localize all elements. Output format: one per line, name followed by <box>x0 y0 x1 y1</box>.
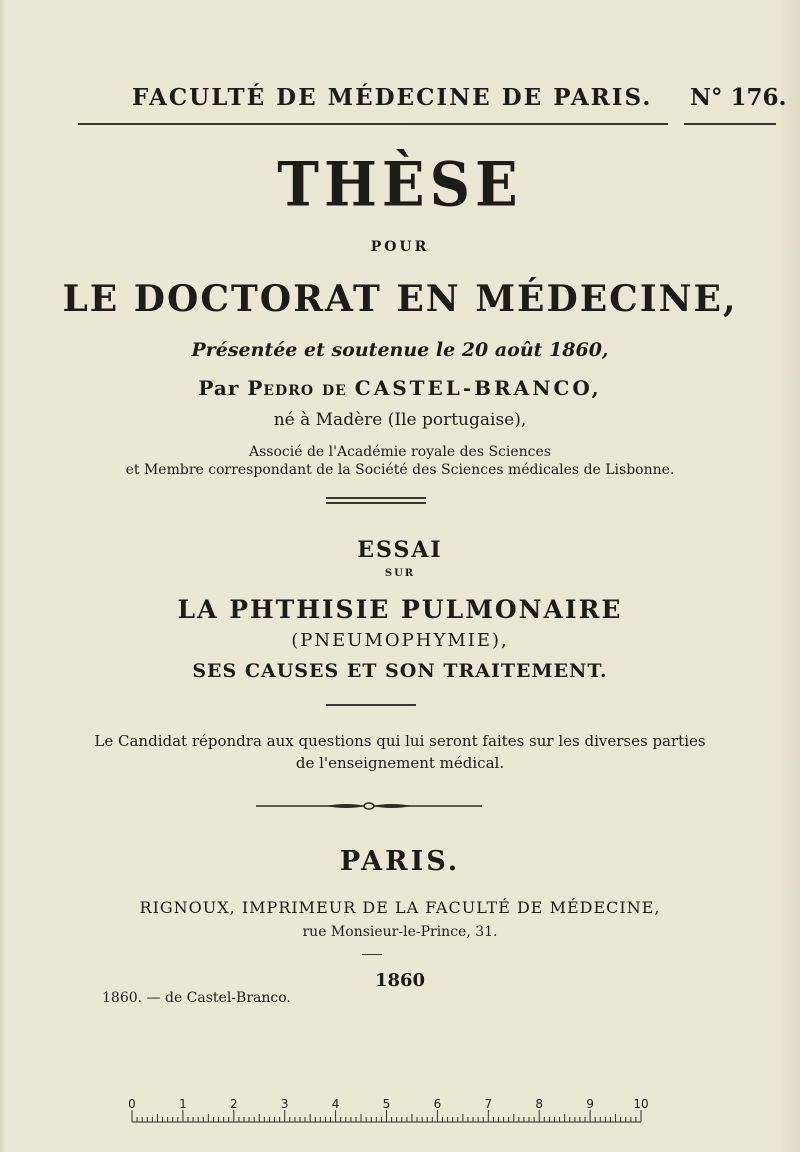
ruler-label: 3 <box>280 1097 289 1111</box>
essai-heading: ESSAI <box>357 537 443 563</box>
footer-signature: 1860. — de Castel-Branco. <box>102 990 291 1006</box>
printer-address: rue Monsieur-le-Prince, 31. <box>302 924 498 940</box>
double-rule <box>326 497 426 504</box>
publication-year: 1860 <box>374 970 426 991</box>
pour-label: POUR <box>370 239 430 255</box>
subject-alternate: (PNEUMOPHYMIE), <box>291 630 509 651</box>
author-birthplace: né à Madère (Ile portugaise), <box>273 410 527 430</box>
thesis-number: N° 176. <box>690 84 787 111</box>
scale-ruler <box>120 1094 660 1134</box>
author-last-name: CASTEL-BRANCO, <box>354 376 602 400</box>
small-rule <box>362 954 382 955</box>
author-first-name: Pedro de <box>247 376 347 400</box>
header-rule-short <box>684 123 776 125</box>
ruler-label: 6 <box>433 1097 442 1111</box>
ruler-label: 9 <box>586 1097 594 1111</box>
candidate-note-line-2: de l'enseignement médical. <box>295 754 505 772</box>
ornamental-divider <box>256 800 482 812</box>
ruler-label: 2 <box>229 1097 238 1111</box>
sur-label: SUR <box>384 568 416 579</box>
ruler-label: 10 <box>633 1097 649 1111</box>
doctorate-title: LE DOCTORAT EN MÉDECINE, <box>62 278 738 320</box>
candidate-note-line-1: Le Candidat répondra aux questions qui lui seront faites sur les diverses parties <box>94 732 706 750</box>
ruler-label: 1 <box>179 1097 187 1111</box>
ruler-label: 7 <box>484 1097 493 1111</box>
presentation-date: Présentée et soutenue le 20 août 1860, <box>191 339 609 361</box>
ruler-label: 8 <box>535 1097 544 1111</box>
thesis-title: THÈSE <box>277 149 523 221</box>
faculty-header: FACULTÉ DE MÉDECINE DE PARIS. <box>132 84 653 111</box>
author-line <box>0 376 800 400</box>
ruler-label: 0 <box>128 1097 136 1111</box>
par-prefix: Par <box>198 376 240 400</box>
header-rule <box>78 123 668 125</box>
subject-causes: SES CAUSES ET SON TRAITEMENT. <box>192 660 608 682</box>
affiliation-line-1: Associé de l'Académie royale des Sciences <box>248 444 551 460</box>
printer-name: RIGNOUX, IMPRIMEUR DE LA FACULTÉ DE MÉDECINE, <box>139 898 661 917</box>
imprint-city: PARIS. <box>339 846 461 877</box>
ruler-label: 5 <box>382 1097 391 1111</box>
ruler-label: 4 <box>331 1097 340 1111</box>
subject-title: LA PHTHISIE PULMONAIRE <box>177 595 623 624</box>
affiliation-line-2: et Membre correspondant de la Société des Sciences médicales de Lisbonne. <box>125 462 675 478</box>
section-rule <box>326 704 416 706</box>
